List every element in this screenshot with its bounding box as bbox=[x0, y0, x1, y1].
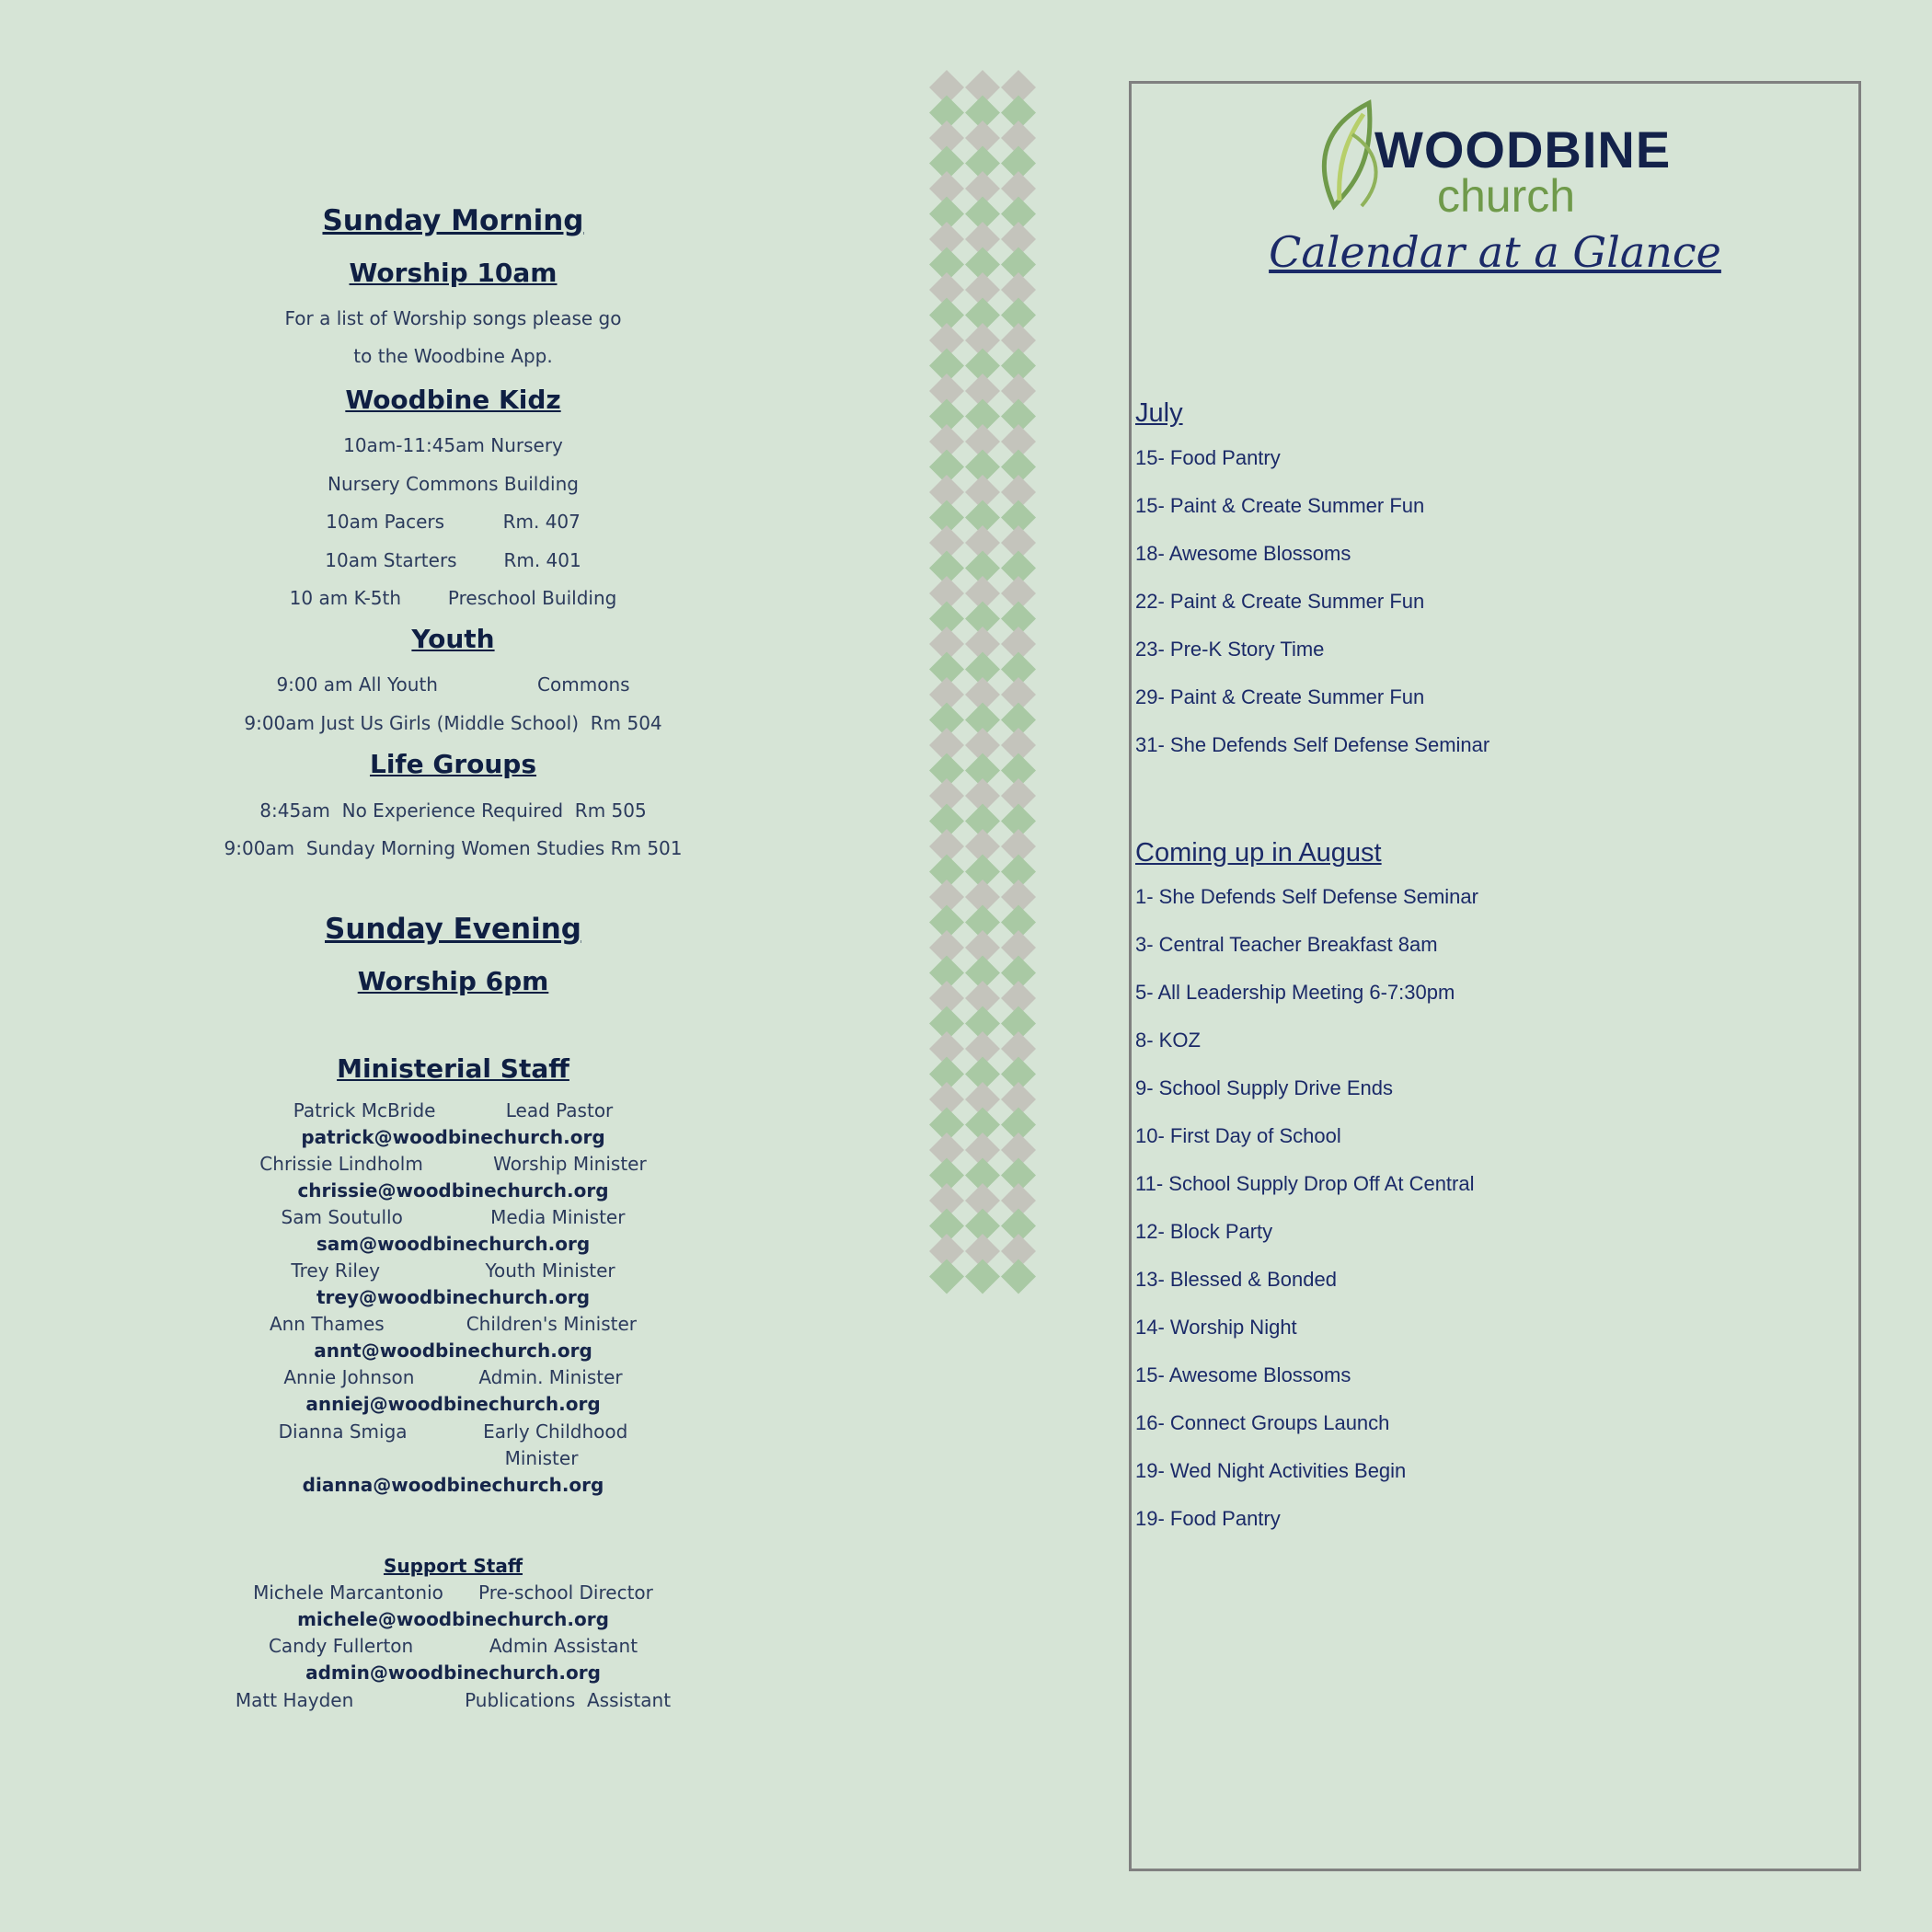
staff-email[interactable]: anniej@woodbinechurch.org bbox=[305, 1393, 601, 1415]
kidz-line: 10am Starters Rm. 401 bbox=[325, 549, 581, 571]
staff-row: Patrick McBride Lead Pastor bbox=[293, 1099, 614, 1121]
month-july-heading: July bbox=[1135, 398, 1183, 428]
support-email[interactable]: admin@woodbinechurch.org bbox=[305, 1662, 601, 1684]
life-group-line: 9:00am Sunday Morning Women Studies Rm 501 bbox=[224, 837, 683, 859]
calendar-title: Calendar at a Glance bbox=[1269, 227, 1721, 277]
calendar-event: 16- Connect Groups Launch bbox=[1135, 1411, 1390, 1434]
youth-line: 9:00 am All Youth Commons bbox=[276, 673, 630, 696]
kidz-line: 10am Pacers Rm. 407 bbox=[326, 511, 581, 533]
sunday-morning-heading: Sunday Morning bbox=[322, 204, 584, 237]
staff-row: Trey Riley Youth Minister bbox=[291, 1259, 615, 1282]
staff-email[interactable]: trey@woodbinechurch.org bbox=[316, 1286, 591, 1308]
sunday-evening-heading: Sunday Evening bbox=[325, 913, 581, 946]
support-row: Matt Hayden Publications Assistant bbox=[235, 1689, 672, 1711]
kidz-line: Nursery Commons Building bbox=[328, 473, 579, 495]
logo-subtitle: church bbox=[1437, 170, 1576, 222]
staff-row-continued: Minister bbox=[504, 1447, 579, 1469]
diamond-shape bbox=[929, 1259, 964, 1294]
month-august-heading: Coming up in August bbox=[1135, 838, 1382, 868]
songs-note-line2: to the Woodbine App. bbox=[353, 345, 553, 367]
diamond-pattern-divider bbox=[929, 70, 1036, 1301]
calendar-event: 12- Block Party bbox=[1135, 1220, 1273, 1243]
calendar-event: 19- Food Pantry bbox=[1135, 1507, 1281, 1530]
youth-line: 9:00am Just Us Girls (Middle School) Rm 504 bbox=[244, 712, 662, 734]
staff-email[interactable]: dianna@woodbinechurch.org bbox=[302, 1474, 604, 1496]
worship-6-heading: Worship 6pm bbox=[357, 966, 549, 996]
calendar-event: 23- Pre-K Story Time bbox=[1135, 638, 1325, 661]
calendar-event: 3- Central Teacher Breakfast 8am bbox=[1135, 933, 1438, 956]
calendar-event: 13- Blessed & Bonded bbox=[1135, 1268, 1337, 1291]
support-email[interactable]: michele@woodbinechurch.org bbox=[297, 1608, 609, 1630]
calendar-event: 8- KOZ bbox=[1135, 1029, 1201, 1052]
calendar-event: 11- School Supply Drop Off At Central bbox=[1135, 1172, 1475, 1195]
calendar-event: 14- Worship Night bbox=[1135, 1316, 1297, 1339]
calendar-event: 1- She Defends Self Defense Seminar bbox=[1135, 885, 1478, 908]
ministerial-staff-heading: Ministerial Staff bbox=[337, 1053, 569, 1084]
support-row: Michele Marcantonio Pre-school Director bbox=[253, 1581, 653, 1604]
calendar-event: 19- Wed Night Activities Begin bbox=[1135, 1459, 1407, 1482]
diamond-shape bbox=[965, 1259, 1000, 1294]
kidz-line: 10 am K-5th Preschool Building bbox=[289, 587, 617, 609]
calendar-event: 10- First Day of School bbox=[1135, 1124, 1341, 1147]
staff-row: Annie Johnson Admin. Minister bbox=[283, 1366, 623, 1388]
staff-row: Chrissie Lindholm Worship Minister bbox=[259, 1153, 647, 1175]
calendar-event: 31- She Defends Self Defense Seminar bbox=[1135, 733, 1490, 756]
staff-email[interactable]: patrick@woodbinechurch.org bbox=[301, 1126, 605, 1148]
staff-row: Dianna Smiga Early Childhood bbox=[278, 1420, 628, 1443]
logo-wordmark: WOODBINE bbox=[1374, 121, 1672, 178]
calendar-event: 22- Paint & Create Summer Fun bbox=[1135, 590, 1425, 613]
calendar-event: 15- Paint & Create Summer Fun bbox=[1135, 494, 1425, 517]
support-row: Candy Fullerton Admin Assistant bbox=[268, 1635, 638, 1657]
life-group-line: 8:45am No Experience Required Rm 505 bbox=[259, 799, 647, 822]
calendar-event: 5- All Leadership Meeting 6-7:30pm bbox=[1135, 981, 1455, 1004]
staff-email[interactable]: chrissie@woodbinechurch.org bbox=[297, 1179, 609, 1202]
youth-heading: Youth bbox=[411, 624, 495, 654]
staff-row: Sam Soutullo Media Minister bbox=[281, 1206, 626, 1228]
kidz-heading: Woodbine Kidz bbox=[345, 385, 561, 415]
calendar-event: 18- Awesome Blossoms bbox=[1135, 542, 1351, 565]
staff-email[interactable]: sam@woodbinechurch.org bbox=[316, 1233, 591, 1255]
calendar-event: 15- Food Pantry bbox=[1135, 446, 1281, 469]
staff-row: Ann Thames Children's Minister bbox=[269, 1313, 638, 1335]
songs-note-line1: For a list of Worship songs please go bbox=[284, 307, 622, 329]
support-staff-heading: Support Staff bbox=[383, 1555, 523, 1577]
woodbine-logo bbox=[1306, 98, 1693, 226]
life-groups-heading: Life Groups bbox=[369, 749, 537, 779]
kidz-line: 10am-11:45am Nursery bbox=[343, 434, 563, 456]
worship-10-heading: Worship 10am bbox=[349, 258, 558, 288]
calendar-event: 15- Awesome Blossoms bbox=[1135, 1363, 1351, 1386]
calendar-event: 29- Paint & Create Summer Fun bbox=[1135, 685, 1425, 708]
diamond-shape bbox=[1001, 1259, 1036, 1294]
staff-email[interactable]: annt@woodbinechurch.org bbox=[314, 1340, 592, 1362]
calendar-event: 9- School Supply Drive Ends bbox=[1135, 1076, 1394, 1099]
calendar-panel bbox=[1129, 81, 1861, 1871]
